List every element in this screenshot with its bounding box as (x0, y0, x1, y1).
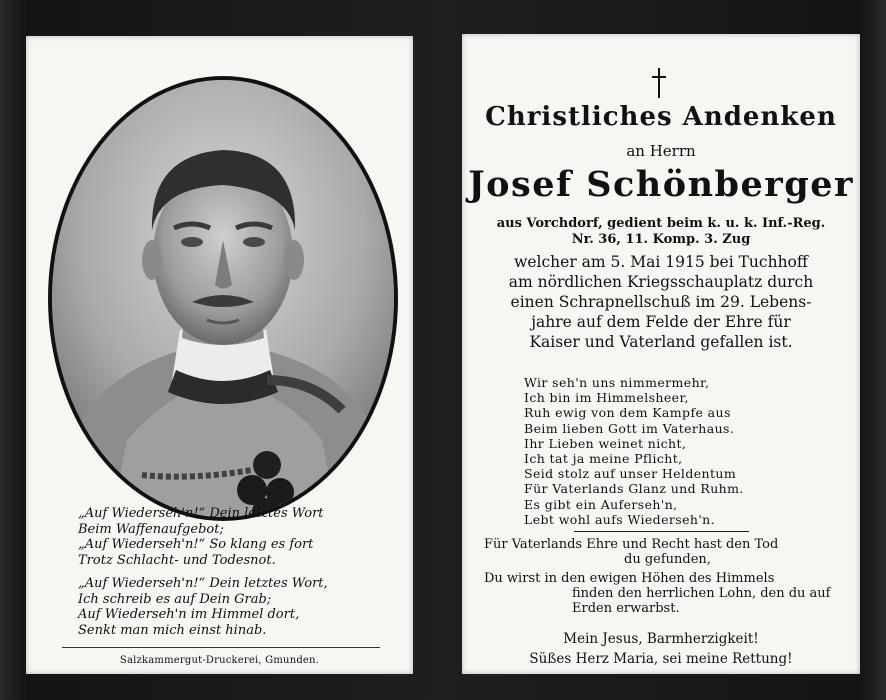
right-divider (574, 531, 749, 532)
poem-line: Trotz Schlacht- und Todesnot. (78, 552, 276, 568)
death-notice (462, 252, 860, 352)
poem-line: „Auf Wiederseh'n!“ So klang es fort (78, 537, 314, 552)
origin-line: aus Vorchdorf, gedient beim k. u. k. Inf.-Reg. (496, 216, 826, 231)
prayer (462, 629, 860, 669)
poem-line: Lebt wohl aufs Wiederseh'n. (524, 511, 715, 527)
death-line: am nördlichen Kriegsschauplatz durch (508, 273, 814, 291)
poem-line: Es gibt ein Auferseh'n, (524, 496, 678, 512)
right-poem (524, 375, 844, 527)
poem-line: Ihr Lieben weinet nicht, (524, 435, 687, 451)
left-poem (78, 506, 398, 646)
poem-line: „Auf Wiederseh'n!“ Dein letztes Wort (78, 506, 324, 521)
poem-line: Beim lieben Gott im Vaterhaus. (524, 420, 735, 436)
closing-line: Du wirst in den ewigen Höhen des Himmels (484, 571, 775, 586)
poem-line: Wir seh'n uns nimmermehr, (524, 375, 710, 390)
deceased-name: Josef Schönberger (468, 164, 854, 205)
poem-line: Seid stolz auf unser Heldentum (524, 466, 737, 482)
death-line: Kaiser und Vaterland gefallen ist. (529, 333, 793, 351)
origin-unit (462, 216, 860, 248)
memorial-heading: Christliches Andenken (485, 102, 837, 132)
poem-line: Auf Wiederseh'n im Himmel dort, (78, 607, 300, 622)
right-page (462, 34, 860, 674)
closing-verse (484, 537, 844, 616)
cross-icon (651, 68, 667, 98)
poem-line: Ruh ewig von dem Kampfe aus (524, 405, 731, 421)
death-line: einen Schrapnellschuß im 29. Lebens- (510, 293, 812, 311)
poem-line: Senkt man mich einst hinab. (78, 622, 267, 638)
left-page (26, 36, 413, 674)
dedication-line: an Herrn (626, 142, 696, 160)
closing-line: Für Vaterlands Ehre und Recht hast den Tod (484, 537, 779, 552)
prayer-line: Süßes Herz Maria, sei meine Rettung! (529, 651, 793, 667)
closing-line: du gefunden, (624, 552, 711, 567)
poem-line: Für Vaterlands Glanz und Ruhm. (524, 481, 744, 497)
closing-line: finden den herrlichen Lohn, den du auf (572, 586, 831, 601)
poem-stanza (78, 506, 398, 568)
poem-line: Beim Waffenaufgebot; (78, 521, 224, 537)
poem-stanza (78, 576, 398, 638)
portrait-frame (48, 76, 398, 521)
soldier-portrait-image (52, 80, 394, 517)
prayer-line: Mein Jesus, Barmherzigkeit! (563, 631, 759, 647)
poem-line: Ich bin im Himmelsheer, (524, 390, 689, 406)
poem-line: „Auf Wiederseh'n!“ Dein letztes Wort, (78, 576, 328, 591)
death-line: jahre auf dem Felde der Ehre für (531, 313, 791, 331)
origin-line: Nr. 36, 11. Komp. 3. Zug (571, 232, 751, 247)
poem-line: Ich tat ja meine Pflicht, (524, 451, 683, 467)
left-divider (62, 647, 380, 648)
closing-line: Erden erwarbst. (572, 601, 680, 616)
printer-credit: Salzkammergut-Druckerei, Gmunden. (119, 655, 320, 666)
portrait-photo (52, 80, 394, 517)
poem-line: Ich schreib es auf Dein Grab; (78, 591, 272, 607)
death-line: welcher am 5. Mai 1915 bei Tuchhoff (514, 253, 808, 271)
